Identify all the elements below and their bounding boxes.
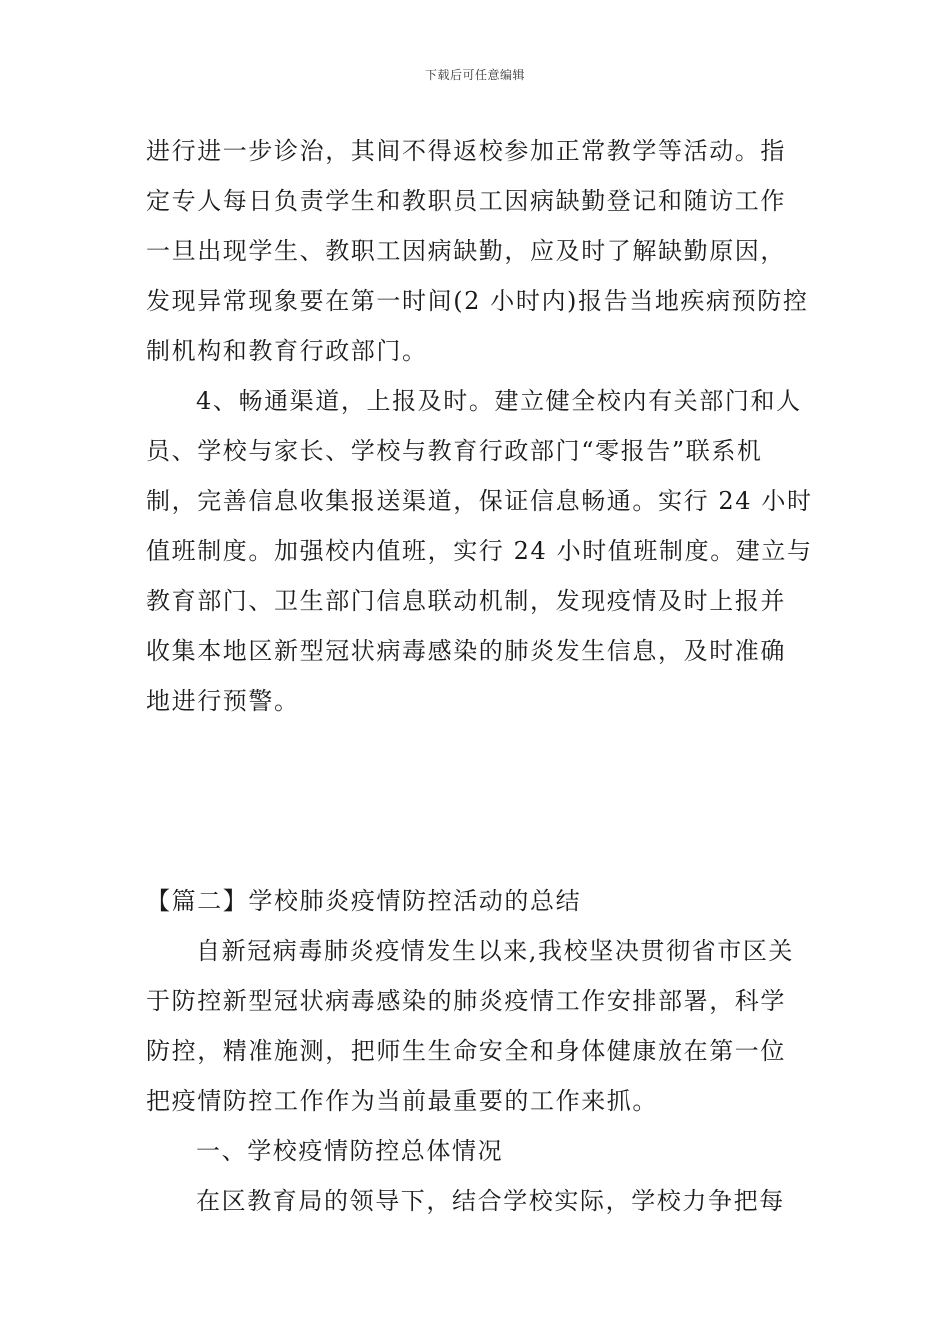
paragraph-line: 在区教育局的领导下，结合学校实际，学校力争把每 bbox=[196, 1187, 785, 1215]
paragraph-line: 防控，精准施测，把师生生命安全和身体健康放在第一位 bbox=[146, 1037, 786, 1065]
subsection-heading: 一、学校疫情防控总体情况 bbox=[196, 1137, 504, 1165]
paragraph-line: 发现异常现象要在第一时间(2 小时内)报告当地疾病预防控 bbox=[146, 287, 809, 315]
paragraph-line: 收集本地区新型冠状病毒感染的肺炎发生信息，及时准确 bbox=[146, 637, 786, 665]
paragraph-line: 一旦出现学生、教职工因病缺勤，应及时了解缺勤原因， bbox=[146, 237, 786, 265]
text-block-section-two bbox=[146, 876, 808, 1226]
paragraph-line: 制，完善信息收集报送渠道，保证信息畅通。实行 24 小时 bbox=[146, 487, 813, 515]
section-title: 【篇二】学校肺炎疫情防控活动的总结 bbox=[146, 887, 582, 915]
page-header: 下载后可任意编辑 bbox=[424, 68, 525, 82]
text-block-continuation bbox=[146, 126, 813, 726]
paragraph-line: 把疫情防控工作作为当前最重要的工作来抓。 bbox=[146, 1087, 658, 1115]
paragraph-line: 制机构和教育行政部门。 bbox=[146, 337, 428, 365]
paragraph-line: 值班制度。加强校内值班，实行 24 小时值班制度。建立与 bbox=[146, 537, 813, 565]
paragraph-line: 4、畅通渠道，上报及时。建立健全校内有关部门和人 bbox=[196, 387, 802, 415]
paragraph-line: 自新冠病毒肺炎疫情发生以来,我校坚决贯彻省市区关 bbox=[196, 937, 795, 965]
paragraph-line: 员、学校与家长、学校与教育行政部门“零报告”联系机 bbox=[146, 437, 763, 465]
paragraph-line: 定专人每日负责学生和教职员工因病缺勤登记和随访工作 bbox=[146, 187, 786, 215]
paragraph-line: 地进行预警。 bbox=[146, 687, 300, 715]
paragraph-line: 教育部门、卫生部门信息联动机制，发现疫情及时上报并 bbox=[146, 587, 786, 615]
paragraph-line: 于防控新型冠状病毒感染的肺炎疫情工作安排部署，科学 bbox=[146, 987, 786, 1015]
paragraph-line: 进行进一步诊治，其间不得返校参加正常教学等活动。指 bbox=[146, 137, 786, 165]
